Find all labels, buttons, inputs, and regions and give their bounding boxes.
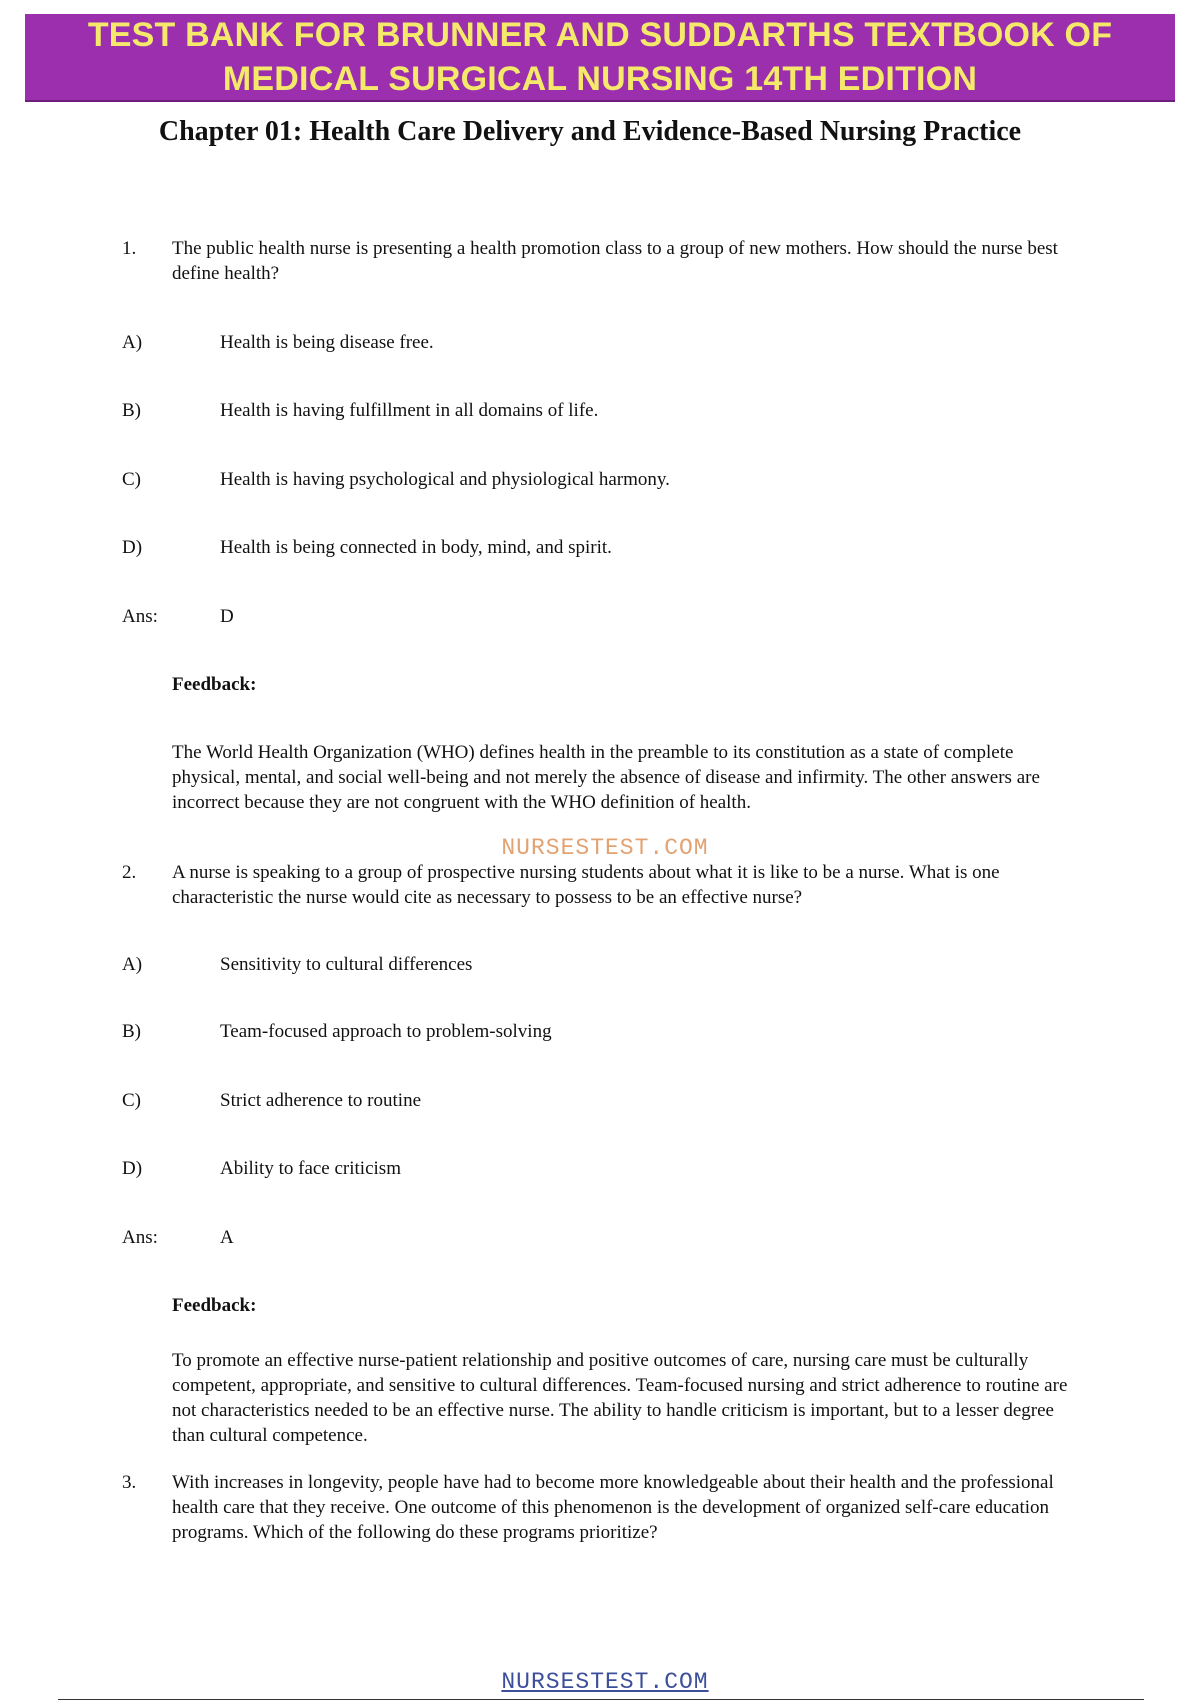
feedback-heading: Feedback: (172, 674, 257, 695)
option-text: Ability to face criticism (220, 1158, 401, 1179)
feedback-heading: Feedback: (172, 1295, 257, 1316)
question-text: With increases in longevity, people have had to become more knowledgeable about their health and the professional health care that they receive. One outcome of this phenomenon is the development of organized self-care education programs. Which of the following do these programs prioritize? (172, 1472, 1054, 1543)
banner-title-line-1: TEST BANK FOR BRUNNER AND SUDDARTHS TEXTBOOK OF (87, 16, 1113, 54)
banner-title-line-2: MEDICAL SURGICAL NURSING 14TH EDITION (222, 60, 978, 98)
option-letter: D) (122, 1158, 143, 1179)
chapter-title: Chapter 01: Health Care Delivery and Evidence-Based Nursing Practice (158, 116, 1022, 147)
answer-label: Ans: (122, 606, 158, 627)
title-banner (25, 14, 1175, 102)
answer-label: Ans: (122, 1227, 158, 1248)
question-number: 1. (122, 238, 137, 259)
option-letter: B) (122, 1021, 141, 1042)
feedback-text: The World Health Organization (WHO) defines health in the preamble to its constitution as a state of complete physical, mental, and social well-being and not merely the absence of disease and infirmity. The other answers are incorrect because they are not congruent with the WHO definition of health. (172, 742, 1040, 813)
option-letter: D) (122, 537, 143, 558)
option-letter: C) (122, 469, 141, 490)
option-letter: A) (122, 954, 143, 975)
option-letter: A) (122, 332, 143, 353)
question-number: 3. (122, 1472, 137, 1493)
answer-value: A (220, 1227, 234, 1248)
option-text: Health is having psychological and physiological harmony. (220, 469, 670, 490)
option-text: Health is having fulfillment in all domains of life. (220, 400, 599, 421)
option-text: Strict adherence to routine (220, 1090, 422, 1111)
question-text: A nurse is speaking to a group of prospective nursing students about what it is like to be a nurse. What is one characteristic the nurse would cite as necessary to possess to be an effective nurse? (172, 862, 1000, 908)
option-text: Health is being disease free. (220, 332, 434, 353)
option-text: Team-focused approach to problem-solving (220, 1021, 552, 1042)
watermark-text: NURSESTEST.COM (501, 835, 709, 861)
footer-watermark-link[interactable]: NURSESTEST.COM (501, 1669, 709, 1695)
question-text: The public health nurse is presenting a health promotion class to a group of new mothers. How should the nurse best define health? (172, 238, 1058, 284)
option-letter: C) (122, 1090, 141, 1111)
feedback-text: To promote an effective nurse-patient relationship and positive outcomes of care, nursing care must be culturally competent, appropriate, and sensitive to cultural differences. Team-focused nursing and strict adherence to routine are not characteristics needed to be an effective nurse. The ability to handle criticism is important, but to a lesser degree than cultural competence. (172, 1350, 1068, 1446)
option-text: Health is being connected in body, mind, and spirit. (220, 537, 612, 558)
option-letter: B) (122, 400, 141, 421)
question-number: 2. (122, 862, 137, 883)
answer-value: D (220, 606, 234, 627)
option-text: Sensitivity to cultural differences (220, 954, 473, 975)
